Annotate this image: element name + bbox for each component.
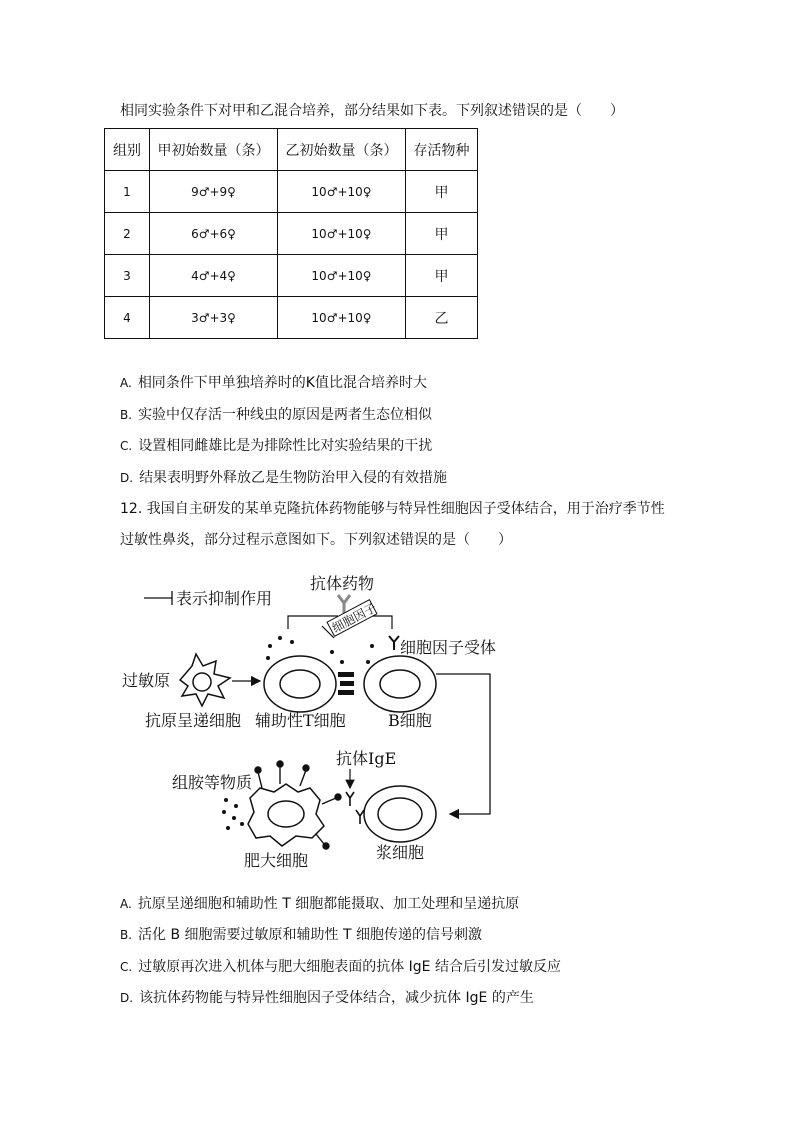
cell-contact-icon <box>338 672 354 695</box>
cell-jia: 6♂+6♀ <box>150 213 278 255</box>
option-text: 相同条件下甲单独培养时的K值比混合培养时大 <box>137 375 427 391</box>
option-letter: B. <box>120 928 133 942</box>
cell-group: 4 <box>105 297 150 339</box>
option-a[interactable] <box>120 373 427 393</box>
cell-yi: 10♂+10♀ <box>278 213 406 255</box>
b-cell-label: B细胞 <box>388 711 432 730</box>
cell-surviving: 甲 <box>406 255 478 297</box>
option-letter: A. <box>120 376 132 390</box>
mast-cell-icon <box>248 784 324 846</box>
cell-yi: 10♂+10♀ <box>278 171 406 213</box>
option-text: 过敏原再次进入机体与肥大细胞表面的抗体 IgE 结合后引发过敏反应 <box>138 959 561 975</box>
antibody-drug-label: 抗体药物 <box>310 574 375 593</box>
header-jia-count: 甲初始数量（条） <box>150 129 278 171</box>
option-letter: A. <box>120 897 132 911</box>
option-letter: D. <box>120 471 134 485</box>
option-b[interactable] <box>120 405 432 425</box>
option-letter: C. <box>120 439 133 453</box>
legend-inhibit-symbol <box>144 591 172 605</box>
helper-t-label: 辅助性T细胞 <box>255 711 346 730</box>
plasma-cell-label: 浆细胞 <box>376 843 425 862</box>
table-row <box>105 171 478 213</box>
helper-t-cell-icon <box>264 656 336 712</box>
option-12-c[interactable] <box>120 957 561 977</box>
cytokine-label: 细胞因子 <box>329 600 379 636</box>
option-letter: D. <box>120 991 134 1005</box>
option-letter: C. <box>120 960 133 974</box>
b-to-plasma-arrow <box>436 674 490 814</box>
ige-antibody-icons <box>346 792 364 824</box>
legend-label: 表示抑制作用 <box>176 589 273 608</box>
allergen-label: 过敏原 <box>122 671 171 690</box>
cell-group: 2 <box>105 213 150 255</box>
receptor-label: 细胞因子受体 <box>400 638 497 657</box>
option-12-b[interactable] <box>120 925 482 945</box>
cell-group: 3 <box>105 255 150 297</box>
option-text: 该抗体药物能与特异性细胞因子受体结合，减少抗体 IgE 的产生 <box>139 990 534 1006</box>
cell-surviving: 甲 <box>406 171 478 213</box>
table-row <box>105 213 478 255</box>
option-text: 设置相同雌雄比是为排除性比对实验结果的干扰 <box>138 438 433 454</box>
histamine-label: 组胺等物质 <box>172 773 253 792</box>
table-row <box>105 297 478 339</box>
option-12-a[interactable] <box>120 894 519 914</box>
cell-yi: 10♂+10♀ <box>278 255 406 297</box>
cell-group: 1 <box>105 171 150 213</box>
cell-jia: 4♂+4♀ <box>150 255 278 297</box>
header-group: 组别 <box>105 129 150 171</box>
mast-cell-label: 肥大细胞 <box>244 851 309 870</box>
apc-cell-icon <box>180 654 230 706</box>
option-d[interactable] <box>120 468 447 488</box>
header-surviving: 存活物种 <box>406 129 478 171</box>
option-text: 抗原呈递细胞和辅助性 T 细胞都能摄取、加工处理和呈递抗原 <box>137 896 520 912</box>
cell-surviving: 乙 <box>406 297 478 339</box>
plasma-cell-icon <box>364 786 436 842</box>
header-yi-count: 乙初始数量（条） <box>278 129 406 171</box>
b-cell-icon <box>364 656 436 712</box>
option-text: 活化 B 细胞需要过敏原和辅助性 T 细胞传递的信号刺激 <box>138 927 483 943</box>
table-row <box>105 255 478 297</box>
question-11-intro: 相同实验条件下对甲和乙混合培养，部分结果如下表。下列叙述错误的是（ ） <box>120 103 624 119</box>
apc-label: 抗原呈递细胞 <box>145 711 242 730</box>
cell-yi: 10♂+10♀ <box>278 297 406 339</box>
receptor-icon <box>389 636 399 650</box>
ige-label: 抗体IgE <box>336 749 397 768</box>
option-12-d[interactable] <box>120 988 534 1008</box>
cell-jia: 9♂+9♀ <box>150 171 278 213</box>
immune-process-diagram <box>110 566 510 876</box>
histamine-dots <box>222 798 244 830</box>
results-table <box>104 128 478 339</box>
option-text: 实验中仅存活一种线虫的原因是两者生态位相似 <box>138 407 433 423</box>
table-header-row <box>105 129 478 171</box>
option-letter: B. <box>120 408 133 422</box>
question-12-stem: 12. 我国自主研发的某单克隆抗体药物能够与特异性细胞因子受体结合，用于治疗季节性 <box>120 501 665 517</box>
cell-surviving: 甲 <box>406 213 478 255</box>
cell-jia: 3♂+3♀ <box>150 297 278 339</box>
question-12-stem-cont: 过敏性鼻炎，部分过程示意图如下。下列叙述错误的是（ ） <box>120 532 512 548</box>
option-c[interactable] <box>120 436 432 456</box>
option-text: 结果表明野外释放乙是生物防治甲入侵的有效措施 <box>139 470 448 486</box>
